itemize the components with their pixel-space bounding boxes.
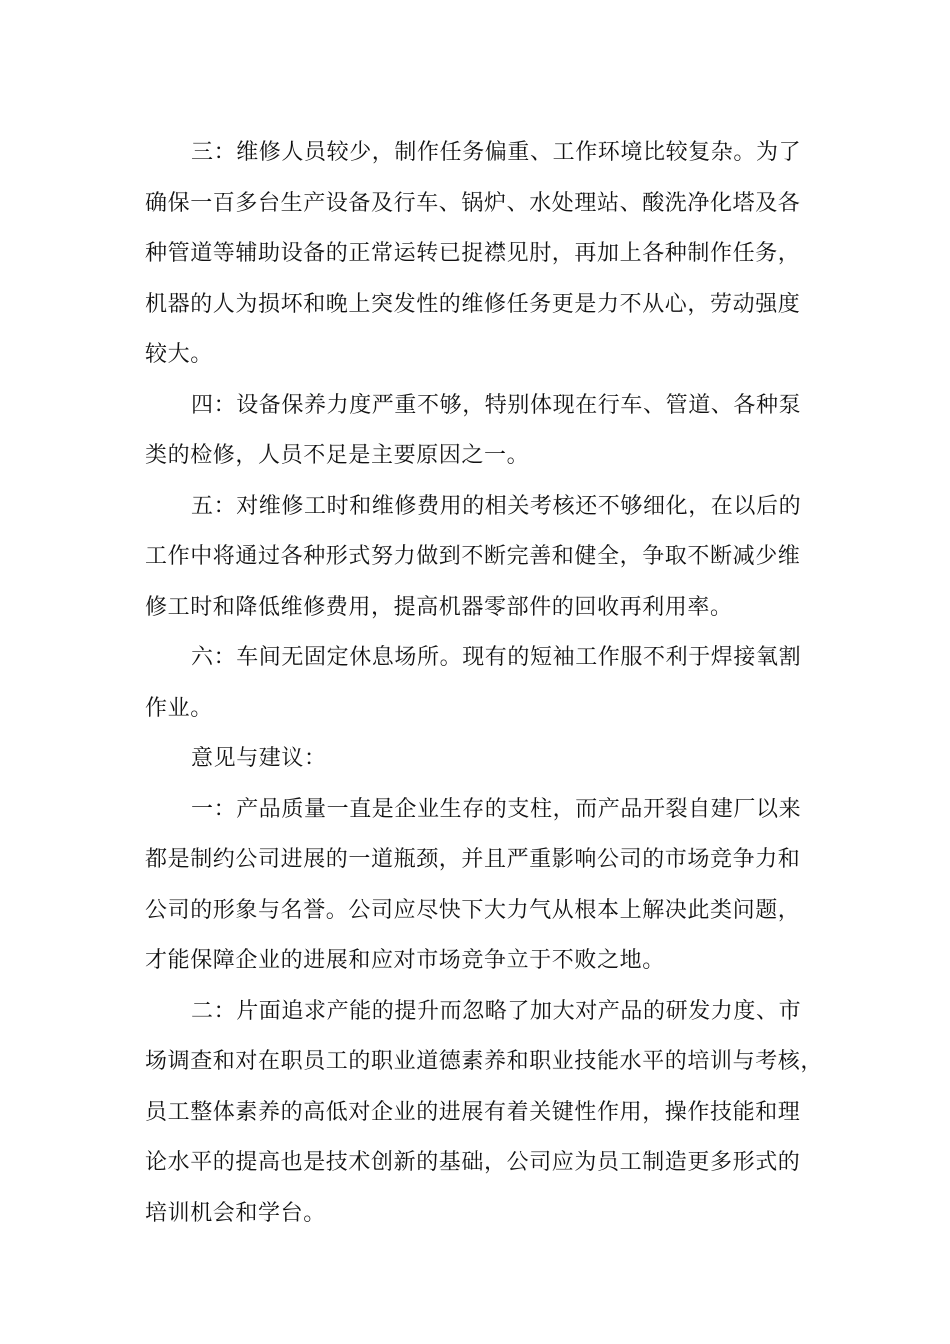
text-line: 种管道等辅助设备的正常运转已捉襟见肘，再加上各种制作任务， bbox=[145, 241, 801, 266]
text-line: 类的检修，人员不足是主要原因之一。 bbox=[145, 443, 530, 468]
document-body bbox=[145, 128, 824, 1239]
text-line: 工作中将通过各种形式努力做到不断完善和健全，争取不断减少维 bbox=[145, 544, 801, 569]
text-line: 都是制约公司进展的一道瓶颈，并且严重影响公司的市场竞争力和 bbox=[145, 847, 801, 872]
text-line: 三：维修人员较少，制作任务偏重、工作环境比较复杂。为了 bbox=[191, 140, 802, 165]
paragraph-issue-5 bbox=[145, 482, 815, 634]
text-line: 确保一百多台生产设备及行车、锅炉、水处理站、酸洗净化塔及各 bbox=[145, 190, 801, 216]
text-line: 机器的人为损坏和晚上突发性的维修任务更是力不从心，劳动强度 bbox=[145, 291, 801, 317]
text-line: 五：对维修工时和维修费用的相关考核还不够细化，在以后的 bbox=[191, 493, 802, 519]
text-line: 论水平的提高也是技术创新的基础，公司应为员工制造更多形式的 bbox=[145, 1150, 801, 1175]
text-line: 六：车间无固定休息场所。现有的短袖工作服不利于焊接氧割 bbox=[191, 645, 802, 670]
text-line: 场调查和对在职员工的职业道德素养和职业技能水平的培训与考核， bbox=[145, 1049, 824, 1074]
text-line: 公司的形象与名誉。公司应尽快下大力气从根本上解决此类问题， bbox=[145, 897, 801, 923]
paragraph-issue-6 bbox=[145, 633, 815, 734]
text-line: 培训机会和学台。 bbox=[145, 1200, 326, 1226]
text-line: 员工整体素养的高低对企业的进展有着关键性作用，操作技能和理 bbox=[145, 1099, 801, 1125]
paragraph-suggestion-1 bbox=[145, 785, 815, 987]
section-heading: 意见与建议： bbox=[191, 746, 327, 771]
paragraph-suggestion-2 bbox=[145, 987, 824, 1240]
section-heading-suggestions bbox=[145, 734, 815, 785]
text-line: 才能保障企业的进展和应对市场竞争立于不败之地。 bbox=[145, 948, 665, 973]
paragraph-issue-3 bbox=[145, 128, 815, 381]
paragraph-issue-4 bbox=[145, 381, 815, 482]
text-line: 四：设备保养力度严重不够，特别体现在行车、管道、各种泵 bbox=[191, 392, 802, 418]
text-line: 作业。 bbox=[145, 695, 213, 721]
text-line: 二：片面追求产能的提升而忽略了加大对产品的研发力度、市 bbox=[191, 998, 802, 1024]
text-line: 较大。 bbox=[145, 342, 213, 367]
text-line: 一：产品质量一直是企业生存的支柱，而产品开裂自建厂以来 bbox=[191, 796, 802, 822]
text-line: 修工时和降低维修费用，提高机器零部件的回收再利用率。 bbox=[145, 594, 733, 620]
